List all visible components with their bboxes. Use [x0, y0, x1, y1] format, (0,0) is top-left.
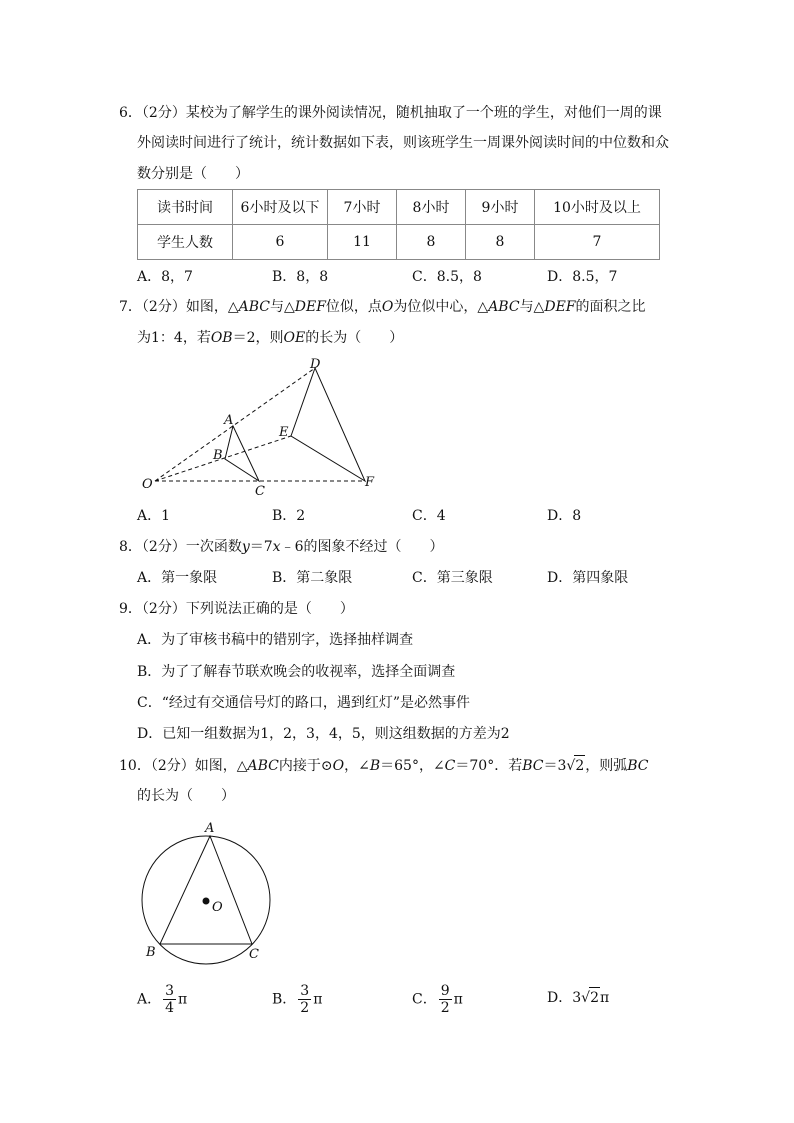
q8-option-b: B．第二象限	[272, 570, 353, 586]
q8-stem	[119, 537, 444, 557]
denominator: 2	[440, 1000, 450, 1016]
fraction	[163, 983, 176, 1016]
table-cell: 11	[328, 225, 397, 260]
text: O	[381, 299, 394, 315]
reading-time-table	[137, 189, 660, 260]
table-row	[138, 225, 660, 260]
label-o: O	[212, 900, 223, 915]
text: DEF	[544, 299, 576, 315]
label-c: C	[249, 947, 259, 962]
q9-stem: 9．（2分）下列说法正确的是（ ）	[119, 601, 354, 617]
triangle-abc-inscribed	[160, 836, 252, 944]
text: 与△	[519, 299, 545, 315]
text: 7．（2分）如图，△	[119, 299, 239, 315]
q9-option-c: C．“经过有交通信号灯的路口，遇到红灯”是必然事件	[137, 695, 471, 711]
text: BC	[522, 758, 544, 774]
label-a: A	[224, 413, 234, 428]
text: DEF	[294, 299, 326, 315]
text: 为1：4，若	[137, 330, 211, 346]
label-f: F	[365, 475, 375, 490]
label-e: E	[279, 425, 289, 440]
table-cell: 读书时间	[138, 190, 233, 225]
q9-option-d: D．已知一组数据为1，2，3，4，5，则这组数据的方差为2	[137, 726, 510, 742]
q7-option-d: D．8	[547, 508, 582, 524]
q10-option-d	[547, 987, 609, 1008]
q10-line-2: 的长为（ ）	[137, 788, 235, 804]
text: OB	[210, 330, 233, 346]
sqrt-symbol: √	[566, 758, 576, 774]
text: 为位似中心，△	[393, 299, 489, 315]
q7-line-1	[119, 297, 646, 317]
label-b: B	[146, 945, 156, 960]
text: C．	[412, 991, 437, 1008]
text: 10．（2分）如图，△	[119, 758, 248, 774]
text: ABC	[238, 299, 270, 315]
q9-option-a: A．为了审核书稿中的错别字，选择抽样调查	[137, 632, 414, 648]
q10-option-b	[272, 983, 322, 1016]
text: 内接于⊙	[278, 758, 333, 774]
text: 位似，点	[325, 299, 382, 315]
q6-line-3: 数分别是（ ）	[137, 166, 249, 182]
q10-line-1	[119, 755, 649, 776]
text: ＝3	[543, 758, 567, 774]
table-cell: 9小时	[466, 190, 535, 225]
label-d: D	[310, 357, 321, 372]
table-header-row	[138, 190, 660, 225]
q10-option-a	[137, 983, 187, 1016]
table-cell: 8	[397, 225, 466, 260]
dashed-line-oe	[155, 436, 291, 481]
text: ，则弧	[585, 758, 628, 774]
q8-option-d: D．第四象限	[547, 570, 629, 586]
text: ，∠	[344, 758, 370, 774]
table-cell: 10小时及以上	[535, 190, 660, 225]
sqrt-radicand: 2	[589, 987, 600, 1008]
text: ＝70°．若	[455, 758, 523, 774]
text: C	[444, 758, 456, 774]
triangle-def	[291, 368, 365, 481]
table-cell: 学生人数	[138, 225, 233, 260]
q9-option-b: B．为了了解春节联欢晚会的收视率，选择全面调查	[137, 664, 456, 680]
text: ABC	[247, 758, 279, 774]
label-o: O	[142, 477, 153, 492]
q7-option-b: B．2	[272, 508, 306, 524]
text: BC	[627, 758, 649, 774]
text: x	[272, 539, 281, 555]
text: π	[313, 991, 323, 1008]
numerator: 3	[165, 983, 175, 999]
inscribed-triangle-figure	[138, 818, 278, 963]
label-a: A	[205, 821, 215, 836]
table-cell: 8	[466, 225, 535, 260]
text: ＝65°，∠	[380, 758, 445, 774]
fraction	[298, 983, 311, 1016]
text: 与△	[269, 299, 295, 315]
text: ＝2，则	[232, 330, 284, 346]
dashed-line-od	[155, 368, 315, 481]
q10-option-c	[412, 983, 463, 1016]
text: π	[453, 991, 463, 1008]
center-point-o	[203, 898, 210, 905]
text: ﹣6的图象不经过（ ）	[280, 539, 444, 555]
q6-option-d: D．8.5，7	[547, 269, 618, 285]
q8-option-a: A．第一象限	[137, 570, 218, 586]
q7-option-a: A．1	[137, 508, 171, 524]
q8-option-c: C．第三象限	[412, 570, 493, 586]
text: OE	[283, 330, 306, 346]
triangle-abc	[225, 426, 259, 481]
table-cell: 7小时	[328, 190, 397, 225]
text: π	[178, 991, 188, 1008]
homothety-figure	[135, 355, 375, 499]
numerator: 9	[440, 983, 450, 999]
text: D．3	[547, 990, 582, 1006]
q6-line-1: 6．（2分）某校为了解学生的课外阅读情况，随机抽取了一个班的学生，对他们一周的课	[119, 105, 662, 121]
text: 的长为（ ）	[305, 330, 404, 346]
table-cell: 8小时	[397, 190, 466, 225]
label-c: C	[255, 484, 265, 499]
sqrt-radicand: 2	[574, 755, 585, 776]
text: A．	[137, 991, 162, 1008]
label-b: B	[213, 448, 223, 463]
sqrt-symbol: √	[581, 990, 591, 1006]
text: ABC	[488, 299, 520, 315]
text: ＝7	[249, 539, 273, 555]
denominator: 4	[165, 1000, 175, 1016]
q6-option-b: B．8，8	[272, 269, 329, 285]
q6-option-a: A．8，7	[137, 269, 193, 285]
denominator: 2	[300, 1000, 310, 1016]
text: 的面积之比	[575, 299, 646, 315]
q7-line-2	[137, 328, 403, 348]
fraction	[439, 983, 452, 1016]
text: 8．（2分）一次函数	[119, 539, 242, 555]
table-cell: 6	[233, 225, 328, 260]
table-cell: 6小时及以下	[233, 190, 328, 225]
text: B．	[272, 991, 297, 1008]
q6-line-2: 外阅读时间进行了统计，统计数据如下表，则该班学生一周课外阅读时间的中位数和众	[137, 135, 669, 151]
text: y	[241, 539, 250, 555]
text: O	[332, 758, 345, 774]
numerator: 3	[300, 983, 310, 999]
text: π	[599, 990, 610, 1006]
text: B	[369, 758, 381, 774]
table-cell: 7	[535, 225, 660, 260]
q7-option-c: C．4	[412, 508, 446, 524]
q6-option-c: C．8.5，8	[412, 269, 482, 285]
